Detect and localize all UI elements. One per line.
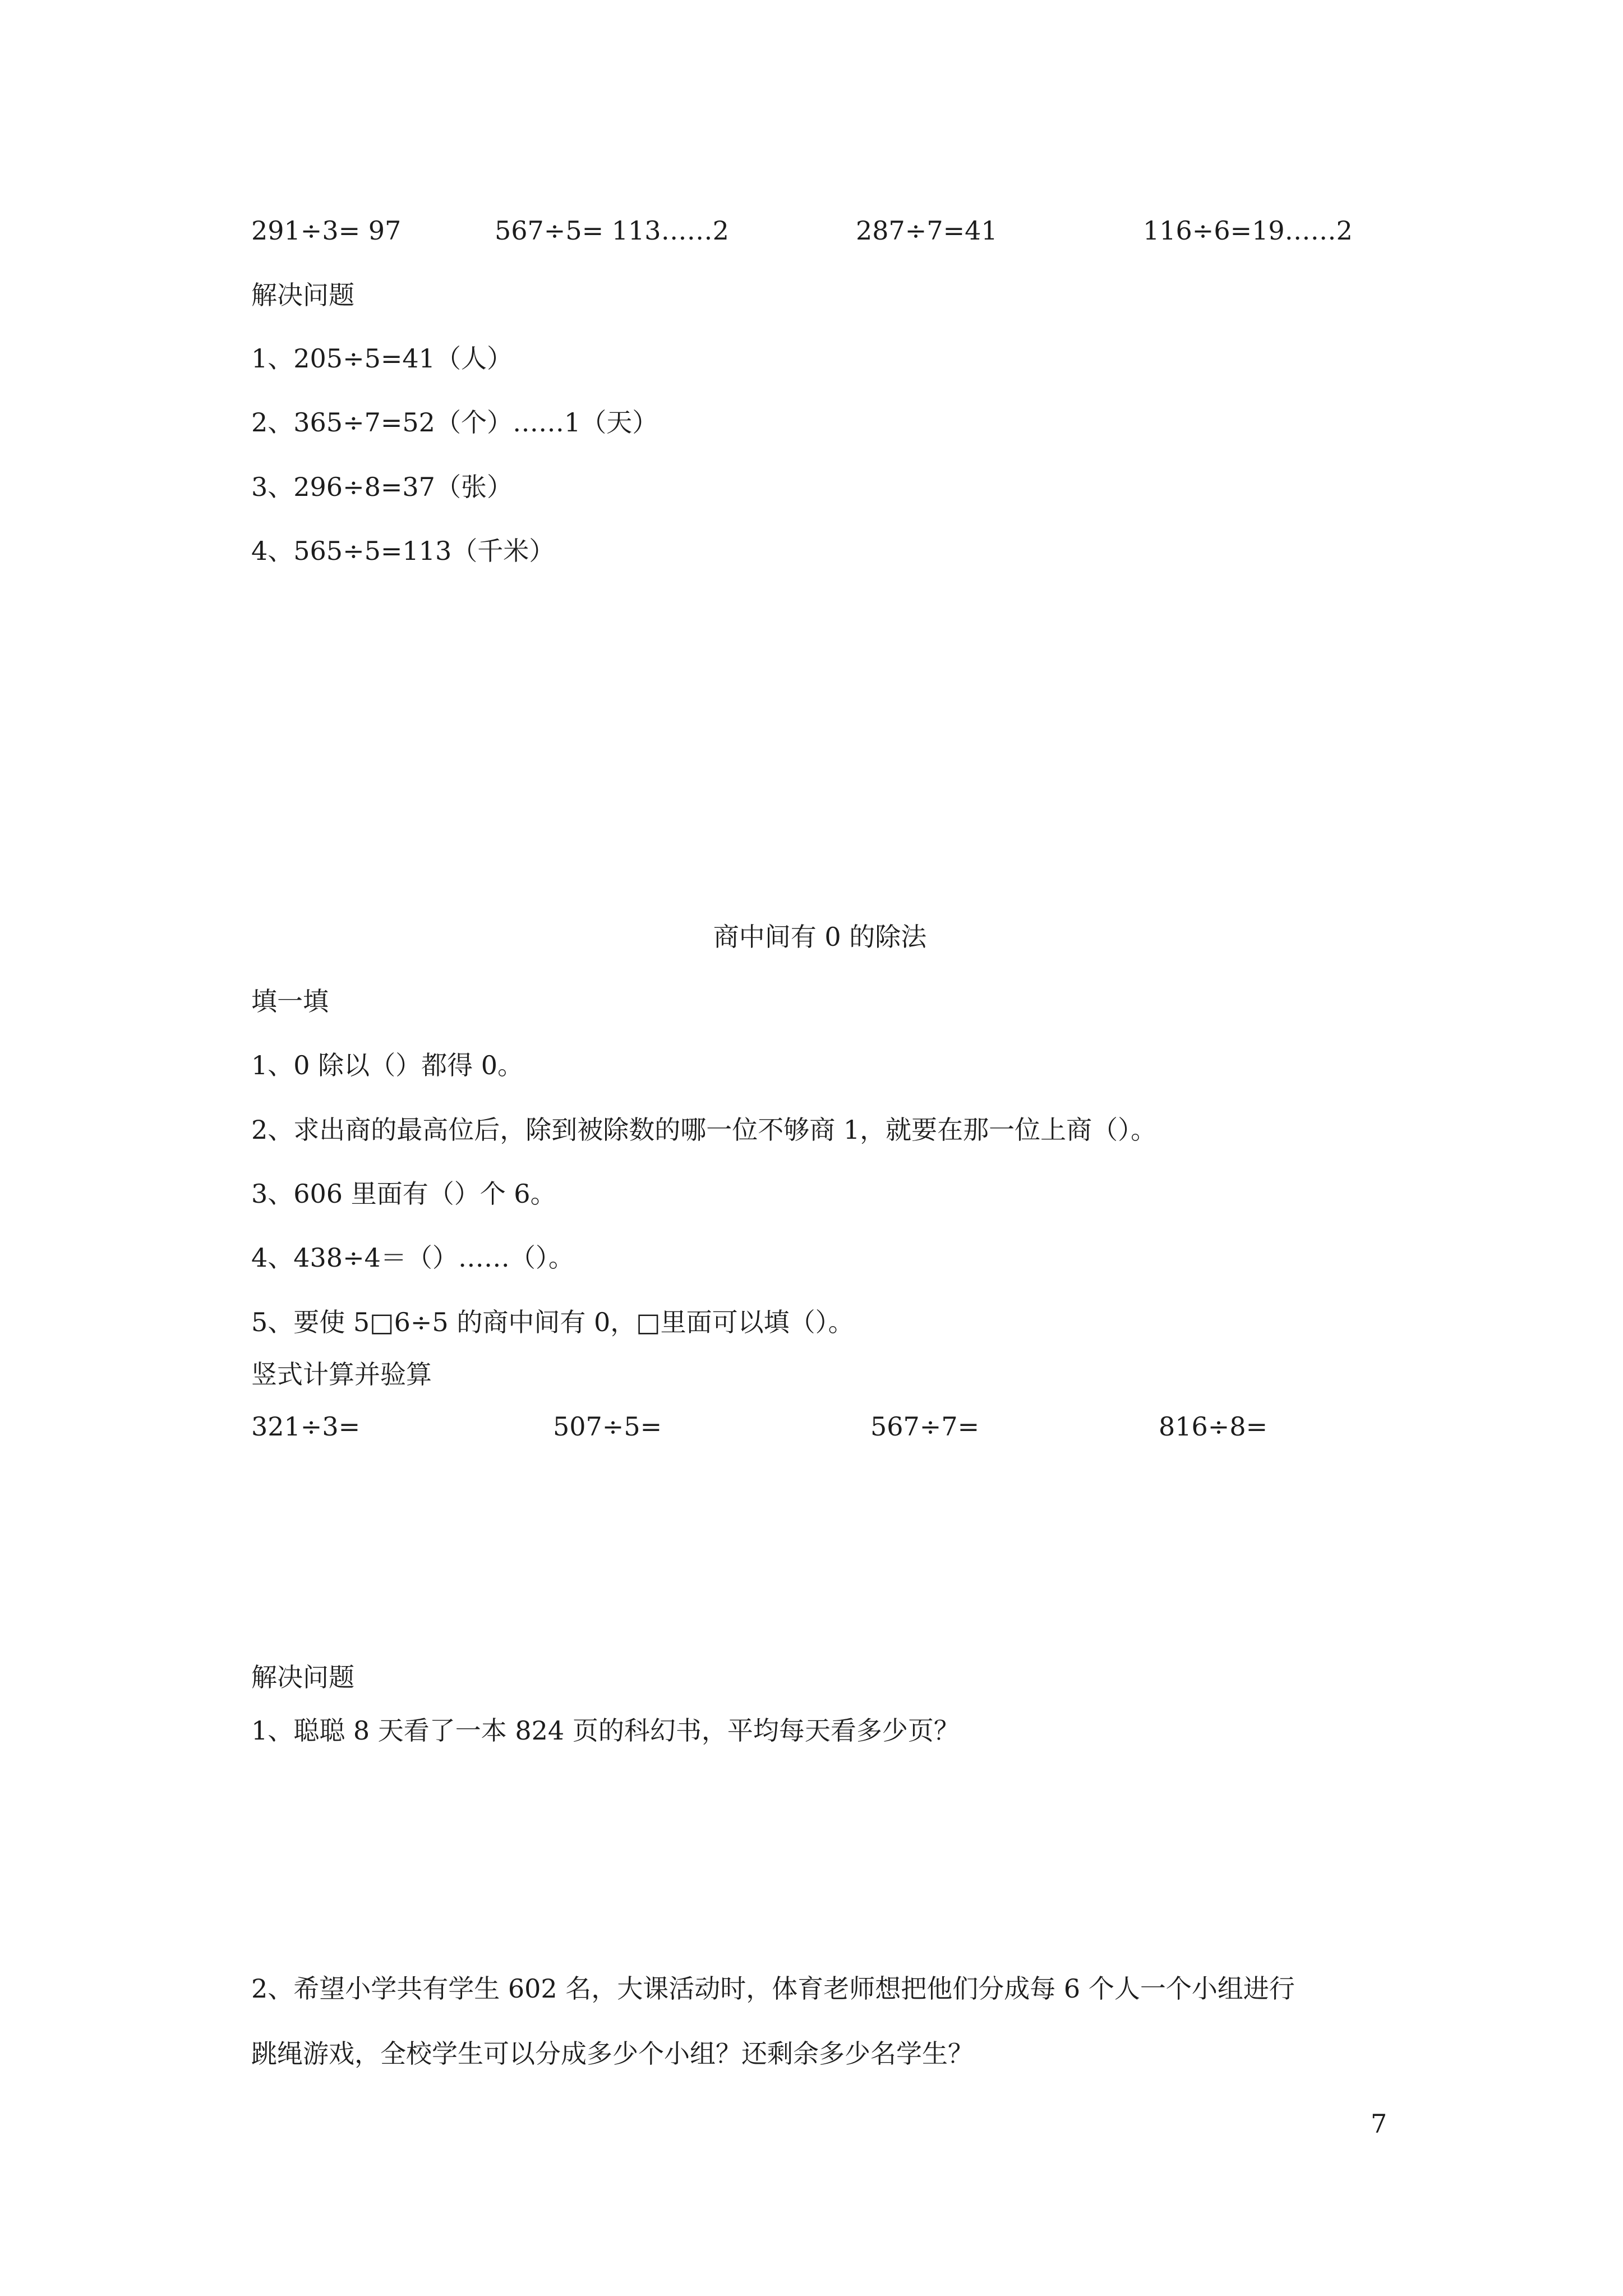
answer-calc-3: 287÷7=41 [856,215,998,246]
vertical-item-4: 816÷8= [1159,1411,1268,1442]
answer-problem-3: 3、296÷8=37（张） [251,472,513,502]
fill-item-1: 1、0 除以（）都得 0。 [251,1050,524,1080]
answers-problems-heading: 解决问题 [251,280,354,310]
vertical-heading: 竖式计算并验算 [251,1359,432,1389]
answer-problem-2: 2、365÷7=52（个）……1（天） [251,407,658,438]
vertical-item-1: 321÷3= [251,1411,361,1442]
fill-item-3: 3、606 里面有（）个 6。 [251,1179,556,1209]
page-number: 7 [1371,2109,1387,2139]
problem-2-line-1: 2、希望小学共有学生 602 名，大课活动时，体育老师想把他们分成每 6 个人一个小组进行 [251,1973,1295,2004]
answer-calc-4: 116÷6=19……2 [1143,215,1353,246]
answer-problem-4: 4、565÷5=113（千米） [251,536,555,566]
fill-item-2: 2、求出商的最高位后，除到被除数的哪一位不够商 1，就要在那一位上商（）。 [251,1115,1157,1145]
vertical-item-2: 507÷5= [553,1411,662,1442]
answer-calc-2: 567÷5= 113……2 [495,215,729,246]
vertical-item-3: 567÷7= [870,1411,980,1442]
problem-1: 1、聪聪 8 天看了一本 824 页的科幻书，平均每天看多少页？ [251,1715,960,1746]
problem-2-line-2: 跳绳游戏，全校学生可以分成多少个小组？还剩余多少名学生？ [251,2039,974,2069]
fill-item-4: 4、438÷4＝（）……（）。 [251,1243,574,1273]
section-title: 商中间有 0 的除法 [713,922,927,952]
answer-calc-1: 291÷3= 97 [251,215,402,246]
fill-item-5: 5、要使 5□6÷5 的商中间有 0，□里面可以填（）。 [251,1307,854,1337]
answer-problem-1: 1、205÷5=41（人） [251,343,513,374]
problems-heading: 解决问题 [251,1662,354,1692]
fill-heading: 填一填 [251,986,329,1016]
